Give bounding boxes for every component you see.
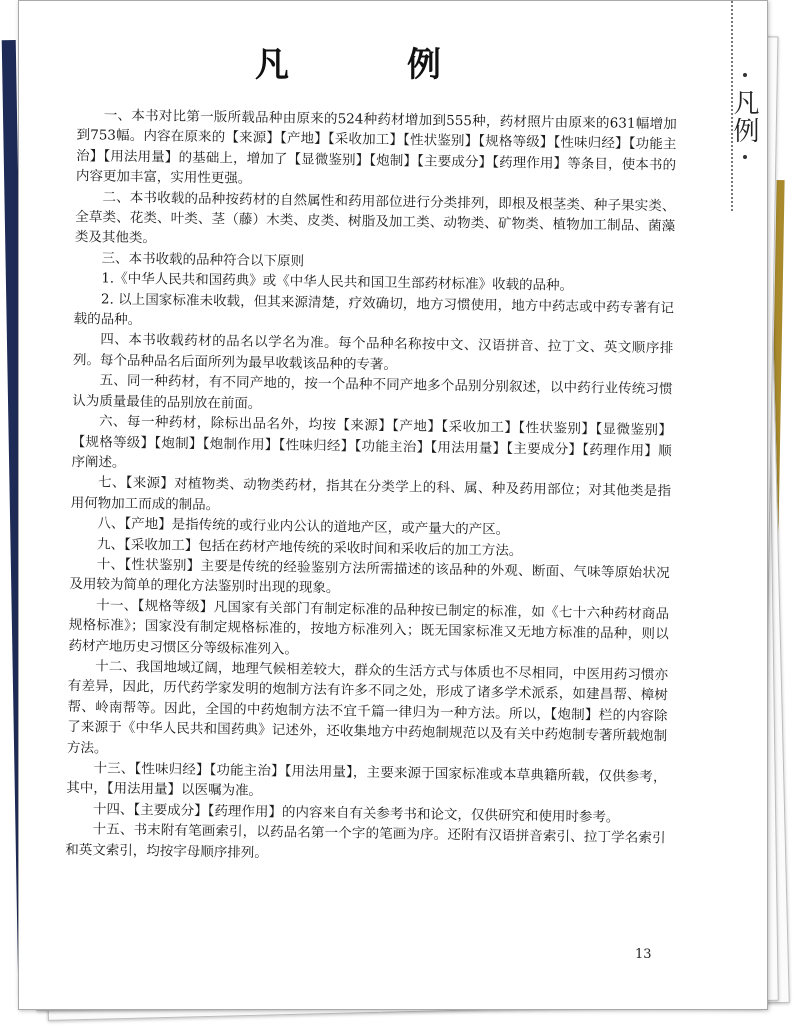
paragraph: 二、本书收载的品种按药材的自然属性和药用部位进行分类排列，即根及根茎类、种子果实类、全草类、花类、叶类、茎（藤）木类、皮类、树脂及加工类、动物类、矿物类、植物加工制品、菌藻类及其他类。 <box>74 189 676 247</box>
paragraph: 一、本书对比第一版所载品种由原来的524种药材增加到555种，药材照片由原来的631幅增加到753幅。内容在原来的【来源】【产地】【采收加工】【性状鉴别】【规格等级】【性味归经】【功能主治】【用法用量】的基础上，增加了【显微鉴别】【炮制】【主要成分】【药理作用】等条目，使本书的内容更加丰富，实用性更强。 <box>75 107 677 187</box>
document-page <box>18 0 768 1010</box>
paragraph: 六、每一种药材，除标出品名外，均按【来源】【产地】【采收加工】【性状鉴别】【显微鉴别】【规格等级】【炮制】【炮制作用】【性味归经】【功能主治】【用法用量】【主要成分】【药理作用】顺序阐述。 <box>71 413 673 471</box>
paragraph: 四、本书收载药材的品名以学名为准。每个品种名称按中文、汉语拼音、拉丁文、英文顺序排列。每个品种品名后面所列为最早收载该品种的专著。 <box>72 331 674 373</box>
side-chapter-title: 凡例 <box>729 89 759 145</box>
paragraph: 十、【性状鉴别】主要是传统的经验鉴别方法所需描述的该品种的外观、断面、气味等原始状况及用较为简单的理化方法鉴别时出现的现象。 <box>69 556 670 597</box>
document-body <box>65 105 677 869</box>
paragraph: 1.《中华人民共和国药典》或《中华人民共和国卫生部药材标准》收载的品种。 <box>101 270 574 295</box>
paragraph: 九、【采收加工】包括在药材产地传统的采收时间和采收后的加工方法。 <box>96 535 523 559</box>
paragraph: 七、【来源】对植物类、动物类药材，指其在分类学上的科、属、种及药用部位；对其他类是指用何物加工而成的制品。 <box>70 474 672 514</box>
page-title: 凡 例 <box>255 45 483 85</box>
side-dot <box>743 73 747 77</box>
paragraph: 三、本书收载的品种符合以下原则 <box>101 250 305 270</box>
paragraph: 八、【产地】是指传统的或行业内公认的道地产区，或产量大的产区。 <box>97 515 510 538</box>
paragraph: 十一、【规格等级】凡国家有关部门有制定标准的品种按已制定的标准，如《七十六种药材商品规格标准》；国家没有制定规格标准的，按地方标准列入；既无国家标准又无地方标准的品种，则以药材产地历史习惯区分等级标准列入。 <box>68 597 670 658</box>
paragraph: 十三、【性味归经】【功能主治】【用法用量】，主要来源于国家标准或本草典籍所载，仅供参考，其中，【用法用量】以医嘱为准。 <box>66 760 667 800</box>
paragraph: 十四、【主要成分】【药理作用】的内容来自有关参考书和论文，仅供研究和使用时参考。 <box>92 801 620 826</box>
side-dot <box>743 155 747 159</box>
paragraph: 十二、我国地域辽阔，地理气候相差较大，群众的生活方式与体质也不尽相同，中医用药习惯亦有差异，因此，历代药学家发明的炮制方法有许多不同之处，形成了诸多学术派系，如建昌帮、樟树帮、岭南帮等。因此，全国的中药炮制方法不宜千篇一律归为一种方法。所以，【炮制】栏的内容除了来源于《中华人民共和国药典》记述外，还收集地方中药炮制规范以及有关中药炮制专著所载炮制方法。 <box>66 658 669 757</box>
paragraph: 五、同一种药材，有不同产地的，按一个品种不同产地多个品别分别叙述，以中药行业传统习惯认为质量最佳的品别放在前面。 <box>72 372 673 412</box>
paragraph: 2. 以上国家标准未收载，但其来源清楚，疗效确切，地方习惯使用，地方中药志或中药专著有记载的品种。 <box>73 291 675 329</box>
paragraph: 十五、书末附有笔画索引，以药品名第一个字的笔画为序。还附有汉语拼音索引、拉丁学名索引和英文索引，均按字母顺序排列。 <box>65 821 666 861</box>
page-number: 13 <box>635 947 652 962</box>
